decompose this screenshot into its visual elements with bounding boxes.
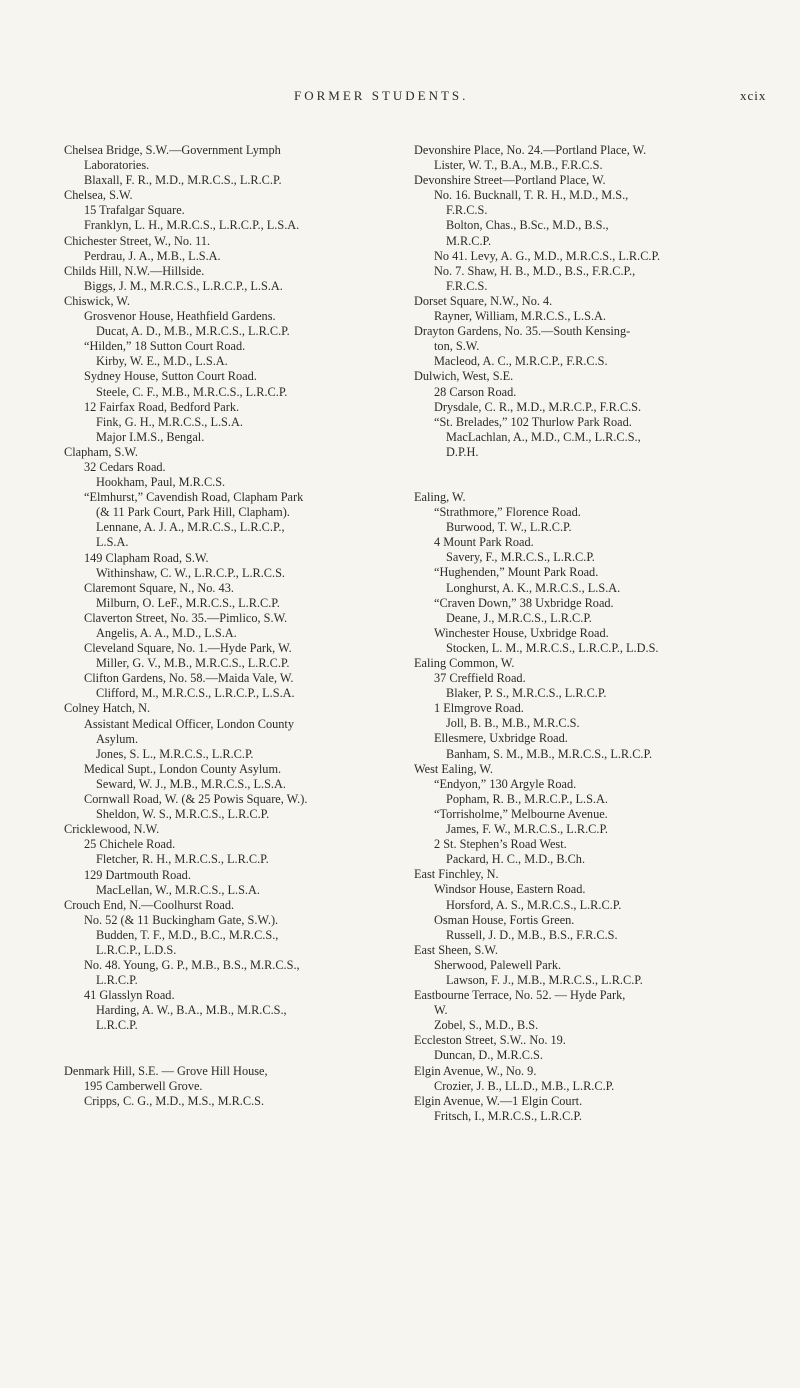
entry-line: Grosvenor House, Heathfield Gardens. [84, 309, 276, 324]
entry-heading: Dulwich, West, S.E. [414, 369, 514, 384]
entry-line: Cleveland Square, No. 1.—Hyde Park, W. [84, 641, 292, 656]
entry-heading: Chelsea Bridge, S.W.—Government Lymph [64, 143, 281, 157]
entry-heading: Chelsea, S.W. [64, 188, 133, 203]
entry-line: No. 48. Young, G. P., M.B., B.S., M.R.C.S., [84, 958, 300, 973]
entry-line: Cornwall Road, W. (& 25 Powis Square, W.). [84, 792, 308, 807]
entry-line: “Hughenden,” Mount Park Road. [434, 565, 599, 580]
entry-heading: West Ealing, W. [414, 761, 493, 776]
entry-line: No. 7. Shaw, H. B., M.D., B.S., F.R.C.P., [434, 263, 636, 278]
entry-line: Burwood, T. W., L.R.C.P. [446, 520, 572, 535]
entry-line: Major I.M.S., Bengal. [96, 429, 205, 444]
entry-line: James, F. W., M.R.C.S., L.R.C.P. [446, 822, 608, 837]
entry-line: Lawson, F. J., M.B., M.R.C.S., L.R.C.P. [446, 972, 643, 987]
entry-line: 32 Cedars Road. [84, 459, 166, 474]
entry-line: Drysdale, C. R., M.D., M.R.C.P., F.R.C.S. [434, 399, 642, 414]
entry-line: No 41. Levy, A. G., M.D., M.R.C.S., L.R.C.P. [434, 248, 661, 263]
entry-line: D.P.H. [446, 444, 479, 459]
entry-line: Macleod, A. C., M.R.C.P., F.R.C.S. [434, 354, 608, 369]
entry-heading: Eccleston Street, S.W.. No. 19. [414, 1033, 566, 1048]
entry-heading: Elgin Avenue, W.—1 Elgin Court. [414, 1093, 583, 1108]
entry-line: 195 Camberwell Grove. [84, 1078, 203, 1093]
entry-heading: Devonshire Street—Portland Place, W. [414, 173, 606, 188]
entry-line: Cripps, C. G., M.D., M.S., M.R.C.S. [84, 1093, 265, 1108]
running-title: FORMER STUDENTS. [294, 88, 469, 103]
entry-line: Horsford, A. S., M.R.C.S., L.R.C.P. [446, 897, 622, 912]
entry-line: Duncan, D., M.R.C.S. [434, 1048, 543, 1063]
entry-line: Ellesmere, Uxbridge Road. [434, 731, 568, 746]
entry-line: Osman House, Fortis Green. [434, 912, 575, 927]
entry-heading: Denmark Hill, S.E. — Grove Hill House, [64, 1063, 268, 1078]
left-block-1 [64, 143, 386, 1034]
left-block-2 [64, 1064, 386, 1109]
entry-line: Clifton Gardens, No. 58.—Maida Vale, W. [84, 671, 294, 686]
entry-line: Biggs, J. M., M.R.C.S., L.R.C.P., L.S.A. [84, 278, 283, 293]
entry-line: Assistant Medical Officer, London County [84, 716, 295, 731]
page-header [0, 88, 800, 112]
entry-line: Kirby, W. E., M.D., L.S.A. [96, 354, 228, 369]
entry-line: L.R.C.P., L.D.S. [96, 942, 177, 957]
entry-line: Crozier, J. B., LL.D., M.B., L.R.C.P. [434, 1078, 615, 1093]
entry-line: Jones, S. L., M.R.C.S., L.R.C.P. [96, 746, 254, 761]
entry-heading: Childs Hill, N.W.—Hillside. [64, 263, 205, 278]
entry-line: 28 Carson Road. [434, 384, 517, 399]
entry-line: Popham, R. B., M.R.C.P., L.S.A. [446, 791, 608, 806]
entry-heading: Chiswick, W. [64, 293, 130, 308]
left-column [64, 143, 386, 1109]
entry-line: Sheldon, W. S., M.R.C.S., L.R.C.P. [96, 807, 270, 822]
entry-line: Longhurst, A. K., M.R.C.S., L.S.A. [446, 580, 621, 595]
entry-line: Miller, G. V., M.B., M.R.C.S., L.R.C.P. [96, 656, 290, 671]
entry-line: Fink, G. H., M.R.C.S., L.S.A. [96, 414, 243, 429]
entry-line: L.R.C.P. [96, 1018, 138, 1033]
entry-line: Packard, H. C., M.D., B.Ch. [446, 852, 586, 867]
entry-line: No. 16. Bucknall, T. R. H., M.D., M.S., [434, 188, 629, 203]
page-number: xcix [740, 88, 767, 103]
entry-line: Asylum. [96, 731, 139, 746]
right-block-2 [414, 490, 740, 1124]
entry-line: MacLachlan, A., M.D., C.M., L.R.C.S., [446, 429, 641, 444]
entry-line: L.S.A. [96, 535, 129, 550]
entry-line: Hookham, Paul, M.R.C.S. [96, 475, 226, 490]
entry-line: Winchester House, Uxbridge Road. [434, 625, 609, 640]
entry-line: Claverton Street, No. 35.—Pimlico, S.W. [84, 610, 288, 625]
entry-line: “Elmhurst,” Cavendish Road, Clapham Park [84, 490, 304, 505]
entry-line: Franklyn, L. H., M.R.C.S., L.R.C.P., L.S.A. [84, 218, 300, 233]
entry-line: “Endyon,” 130 Argyle Road. [434, 776, 577, 791]
entry-line: “Torrisholme,” Melbourne Avenue. [434, 806, 608, 821]
entry-line: Sherwood, Palewell Park. [434, 957, 562, 972]
entry-line: Medical Supt., London County Asylum. [84, 761, 282, 776]
entry-line: “Strathmore,” Florence Road. [434, 505, 581, 520]
entry-line: Ducat, A. D., M.B., M.R.C.S., L.R.C.P. [96, 324, 290, 339]
entry-line: ton, S.W. [434, 339, 480, 354]
block-gap [64, 1034, 386, 1064]
entry-line: Harding, A. W., B.A., M.B., M.R.C.S., [96, 1003, 287, 1018]
entry-line: 12 Fairfax Road, Bedford Park. [84, 399, 240, 414]
entry-line: Savery, F., M.R.C.S., L.R.C.P. [446, 550, 595, 565]
entry-heading: Drayton Gardens, No. 35.—South Kensing- [414, 324, 631, 339]
entry-heading: Clapham, S.W. [64, 444, 139, 459]
entry-line: 149 Clapham Road, S.W. [84, 550, 209, 565]
entry-line: L.R.C.P. [96, 973, 138, 988]
entry-line: W. [434, 1003, 448, 1018]
entry-line: MacLellan, W., M.R.C.S., L.S.A. [96, 882, 260, 897]
entry-line: Bolton, Chas., B.Sc., M.D., B.S., [446, 218, 609, 233]
block-gap [414, 460, 740, 490]
entry-line: Angelis, A. A., M.D., L.S.A. [96, 626, 237, 640]
entry-heading: Elgin Avenue, W., No. 9. [414, 1063, 537, 1078]
entry-line: “St. Brelades,” 102 Thurlow Park Road. [434, 414, 632, 429]
entry-heading: Colney Hatch, N. [64, 701, 151, 716]
entry-line: (& 11 Park Court, Park Hill, Clapham). [96, 505, 290, 520]
entry-line: Russell, J. D., M.B., B.S., F.R.C.S. [446, 927, 618, 942]
entry-line: Sydney House, Sutton Court Road. [84, 369, 257, 384]
entry-heading: Devonshire Place, No. 24.—Portland Place, W. [414, 143, 647, 157]
entry-line: Windsor House, Eastern Road. [434, 882, 586, 897]
entry-line: Perdrau, J. A., M.B., L.S.A. [84, 248, 221, 263]
entry-line: Blaker, P. S., M.R.C.S., L.R.C.P. [446, 686, 607, 701]
entry-line: 37 Creffield Road. [434, 671, 526, 686]
entry-heading: East Finchley, N. [414, 867, 499, 882]
entry-line: 1 Elmgrove Road. [434, 701, 524, 716]
entry-heading: Crouch End, N.—Coolhurst Road. [64, 897, 235, 912]
entry-line: Fletcher, R. H., M.R.C.S., L.R.C.P. [96, 852, 269, 867]
entry-line: 41 Glasslyn Road. [84, 988, 175, 1003]
entry-line: Lennane, A. J. A., M.R.C.S., L.R.C.P., [96, 520, 285, 535]
entry-line: Banham, S. M., M.B., M.R.C.S., L.R.C.P. [446, 746, 653, 761]
entry-line: Milburn, O. LeF., M.R.C.S., L.R.C.P. [96, 595, 280, 610]
entry-line: F.R.C.S. [446, 203, 488, 218]
entry-line: 129 Dartmouth Road. [84, 867, 191, 882]
entry-line: 4 Mount Park Road. [434, 535, 534, 550]
entry-heading: Ealing, W. [414, 489, 466, 504]
entry-line: “Hilden,” 18 Sutton Court Road. [84, 339, 246, 354]
entry-heading: East Sheen, S.W. [414, 942, 498, 957]
entry-line: Withinshaw, C. W., L.R.C.P., L.R.C.S. [96, 565, 285, 580]
entry-line: Claremont Square, N., No. 43. [84, 580, 234, 595]
entry-line: Rayner, William, M.R.C.S., L.S.A. [434, 309, 606, 324]
entry-line: Joll, B. B., M.B., M.R.C.S. [446, 716, 580, 731]
entry-line: Lister, W. T., B.A., M.B., F.R.C.S. [434, 158, 603, 173]
entry-line: Steele, C. F., M.B., M.R.C.S., L.R.C.P. [96, 384, 288, 399]
entry-line: Blaxall, F. R., M.D., M.R.C.S., L.R.C.P. [84, 173, 282, 188]
entry-line: Seward, W. J., M.B., M.R.C.S., L.S.A. [96, 776, 286, 791]
entry-line: F.R.C.S. [446, 278, 488, 293]
entry-heading: Dorset Square, N.W., No. 4. [414, 293, 553, 308]
entry-line: 15 Trafalgar Square. [84, 203, 185, 218]
entry-line: Zobel, S., M.D., B.S. [434, 1018, 539, 1033]
entry-heading: Cricklewood, N.W. [64, 822, 160, 837]
entry-line: Stocken, L. M., M.R.C.S., L.R.C.P., L.D.S. [446, 640, 659, 655]
entry-line: Deane, J., M.R.C.S., L.R.C.P. [446, 610, 592, 625]
entry-line: Laboratories. [84, 158, 150, 173]
entry-line: Clifford, M., M.R.C.S., L.R.C.P., L.S.A. [96, 686, 295, 701]
entry-line: M.R.C.P. [446, 233, 492, 248]
right-column [414, 143, 740, 1124]
entry-heading: Ealing Common, W. [414, 656, 515, 670]
entry-heading: Eastbourne Terrace, No. 52. — Hyde Park, [414, 988, 626, 1003]
entry-line: “Craven Down,” 38 Uxbridge Road. [434, 595, 614, 610]
entry-line: 2 St. Stephen’s Road West. [434, 837, 567, 852]
entry-line: Fritsch, I., M.R.C.S., L.R.C.P. [434, 1108, 582, 1123]
entry-heading: Chichester Street, W., No. 11. [64, 233, 211, 248]
right-block-1 [414, 143, 740, 460]
entry-line: No. 52 (& 11 Buckingham Gate, S.W.). [84, 912, 279, 927]
entry-line: Budden, T. F., M.D., B.C., M.R.C.S., [96, 927, 279, 942]
entry-line: 25 Chichele Road. [84, 837, 176, 852]
